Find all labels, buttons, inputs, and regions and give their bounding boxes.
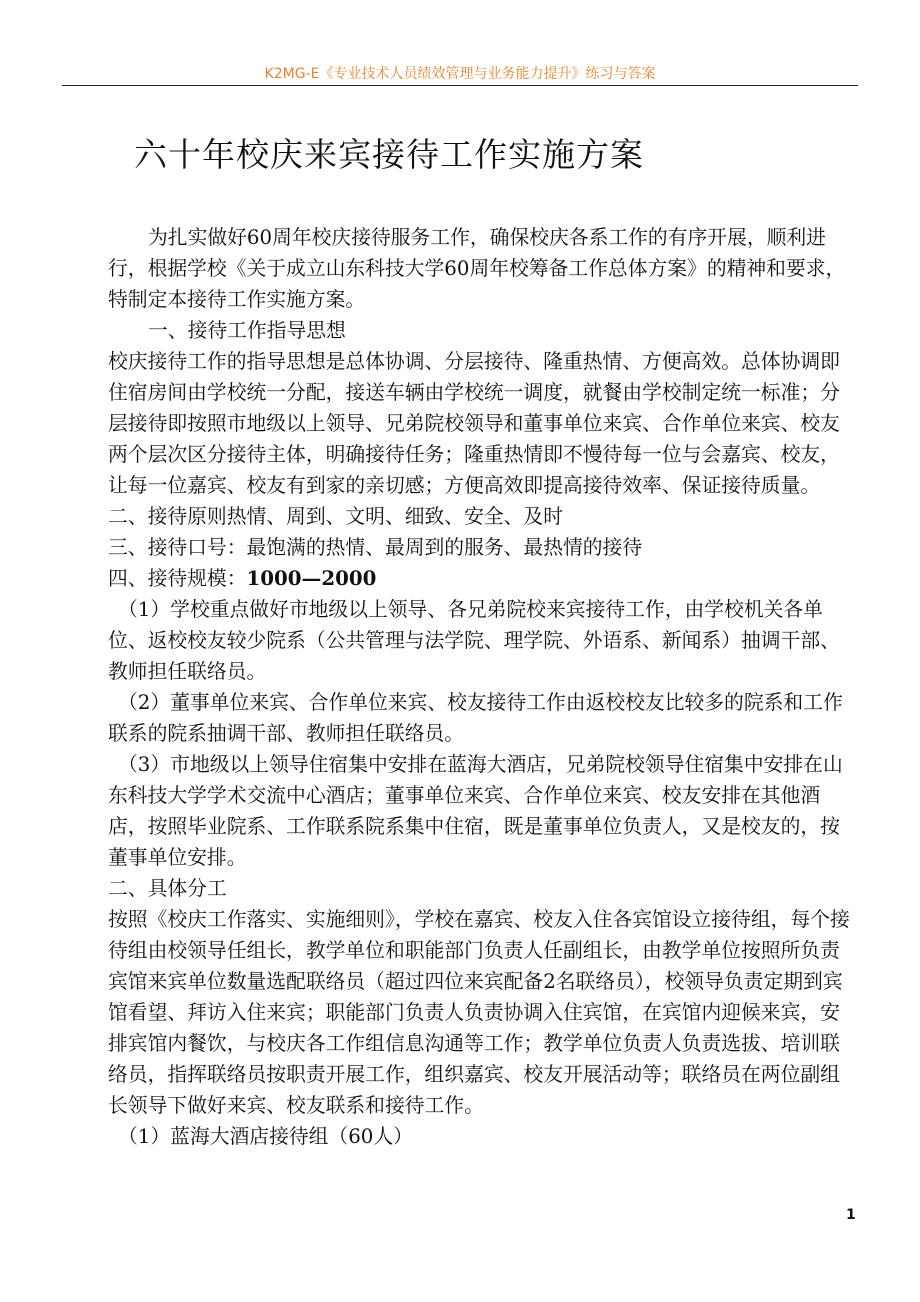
section-heading-1: 一、接待工作指导思想 [148, 319, 346, 342]
page-number: 1 [846, 1207, 856, 1223]
section-heading-4 [108, 563, 858, 594]
sub-item-text: 董事单位来宾、合作单位来宾、校友接待工作由返校校友比较多的院系和工作联系的院系抽调干部、教师担任联络员。 [108, 691, 843, 745]
section-heading-3: 三、接待口号：最饱满的热情、最周到的服务、最热情的接待 [108, 536, 643, 559]
sub-item-number: （2） [118, 691, 171, 714]
document-title: 六十年校庆来宾接待工作实施方案 [134, 135, 644, 174]
running-header: K2MG-E《专业技术人员绩效管理与业务能力提升》练习与答案 [264, 66, 656, 82]
section-paragraph-5: 按照《校庆工作落实、实施细则》，学校在嘉宾、校友入住各宾馆设立接待组，每个接待组由校领导任组长，教学单位和职能部门负责人任副组长，由教学单位按照所负责宾馆来宾单位数量选配联络员（超过四位来宾配备2名联络员），校领导负责定期到宾馆看望、拜访入住来宾；职能部门负责人负责协调入住宾馆，在宾馆内迎候来宾，安排宾馆内餐饮，与校庆各工作组信息沟通等工作；教学单位负责人负责选拔、培训联络员，指挥联络员按职责开展工作，组织嘉宾、校友开展活动等；联络员在两位副组长领导下做好来宾、校友联系和接待工作。 [108, 908, 850, 1117]
intro-paragraph: 为扎实做好60周年校庆接待服务工作，确保校庆各系工作的有序开展，顺利进行，根据学校《关于成立山东科技大学60周年校筹备工作总体方案》的精神和要求，特制定本接待工作实施方案。 [108, 226, 846, 311]
sub-item-1 [108, 594, 858, 687]
document-body [108, 222, 858, 1152]
section-heading-5: 二、具体分工 [108, 877, 227, 900]
section-heading-2: 二、接待原则热情、周到、文明、细致、安全、及时 [108, 505, 563, 528]
group-item-1 [108, 1121, 858, 1152]
sub-item-2 [108, 687, 858, 749]
sub-item-text: 市地级以上领导住宿集中安排在蓝海大酒店，兄弟院校领导住宿集中安排在山东科技大学学术交流中心酒店；董事单位来宾、合作单位来宾、校友安排在其他酒店，按照毕业院系、工作联系院系集中住宿，既是董事单位负责人，又是校友的，按董事单位安排。 [108, 753, 843, 869]
group-item-text: 蓝海大酒店接待组（60人） [170, 1125, 413, 1148]
scale-value: 1000—2000 [246, 566, 377, 590]
group-item-number: （1） [118, 1125, 171, 1148]
sub-item-number: （3） [118, 753, 171, 776]
section-paragraph-1: 校庆接待工作的指导思想是总体协调、分层接待、隆重热情、方便高效。总体协调即住宿房间由学校统一分配，接送车辆由学校统一调度，就餐由学校制定统一标准；分层接待即按照市地级以上领导、兄弟院校领导和董事单位来宾、合作单位来宾、校友两个层次区分接待主体，明确接待任务；隆重热情即不慢待每一位与会嘉宾、校友，让每一位嘉宾、校友有到家的亲切感；方便高效即提高接待效率、保证接待质量。 [108, 350, 840, 497]
sub-item-text: 学校重点做好市地级以上领导、各兄弟院校来宾接待工作，由学校机关各单位、返校校友较少院系（公共管理与法学院、理学院、外语系、新闻系）抽调干部、教师担任联络员。 [108, 598, 840, 683]
sub-item-3 [108, 749, 858, 873]
header-rule [62, 85, 858, 86]
sub-item-number: （1） [118, 598, 171, 621]
scale-label: 四、接待规模： [108, 567, 247, 590]
